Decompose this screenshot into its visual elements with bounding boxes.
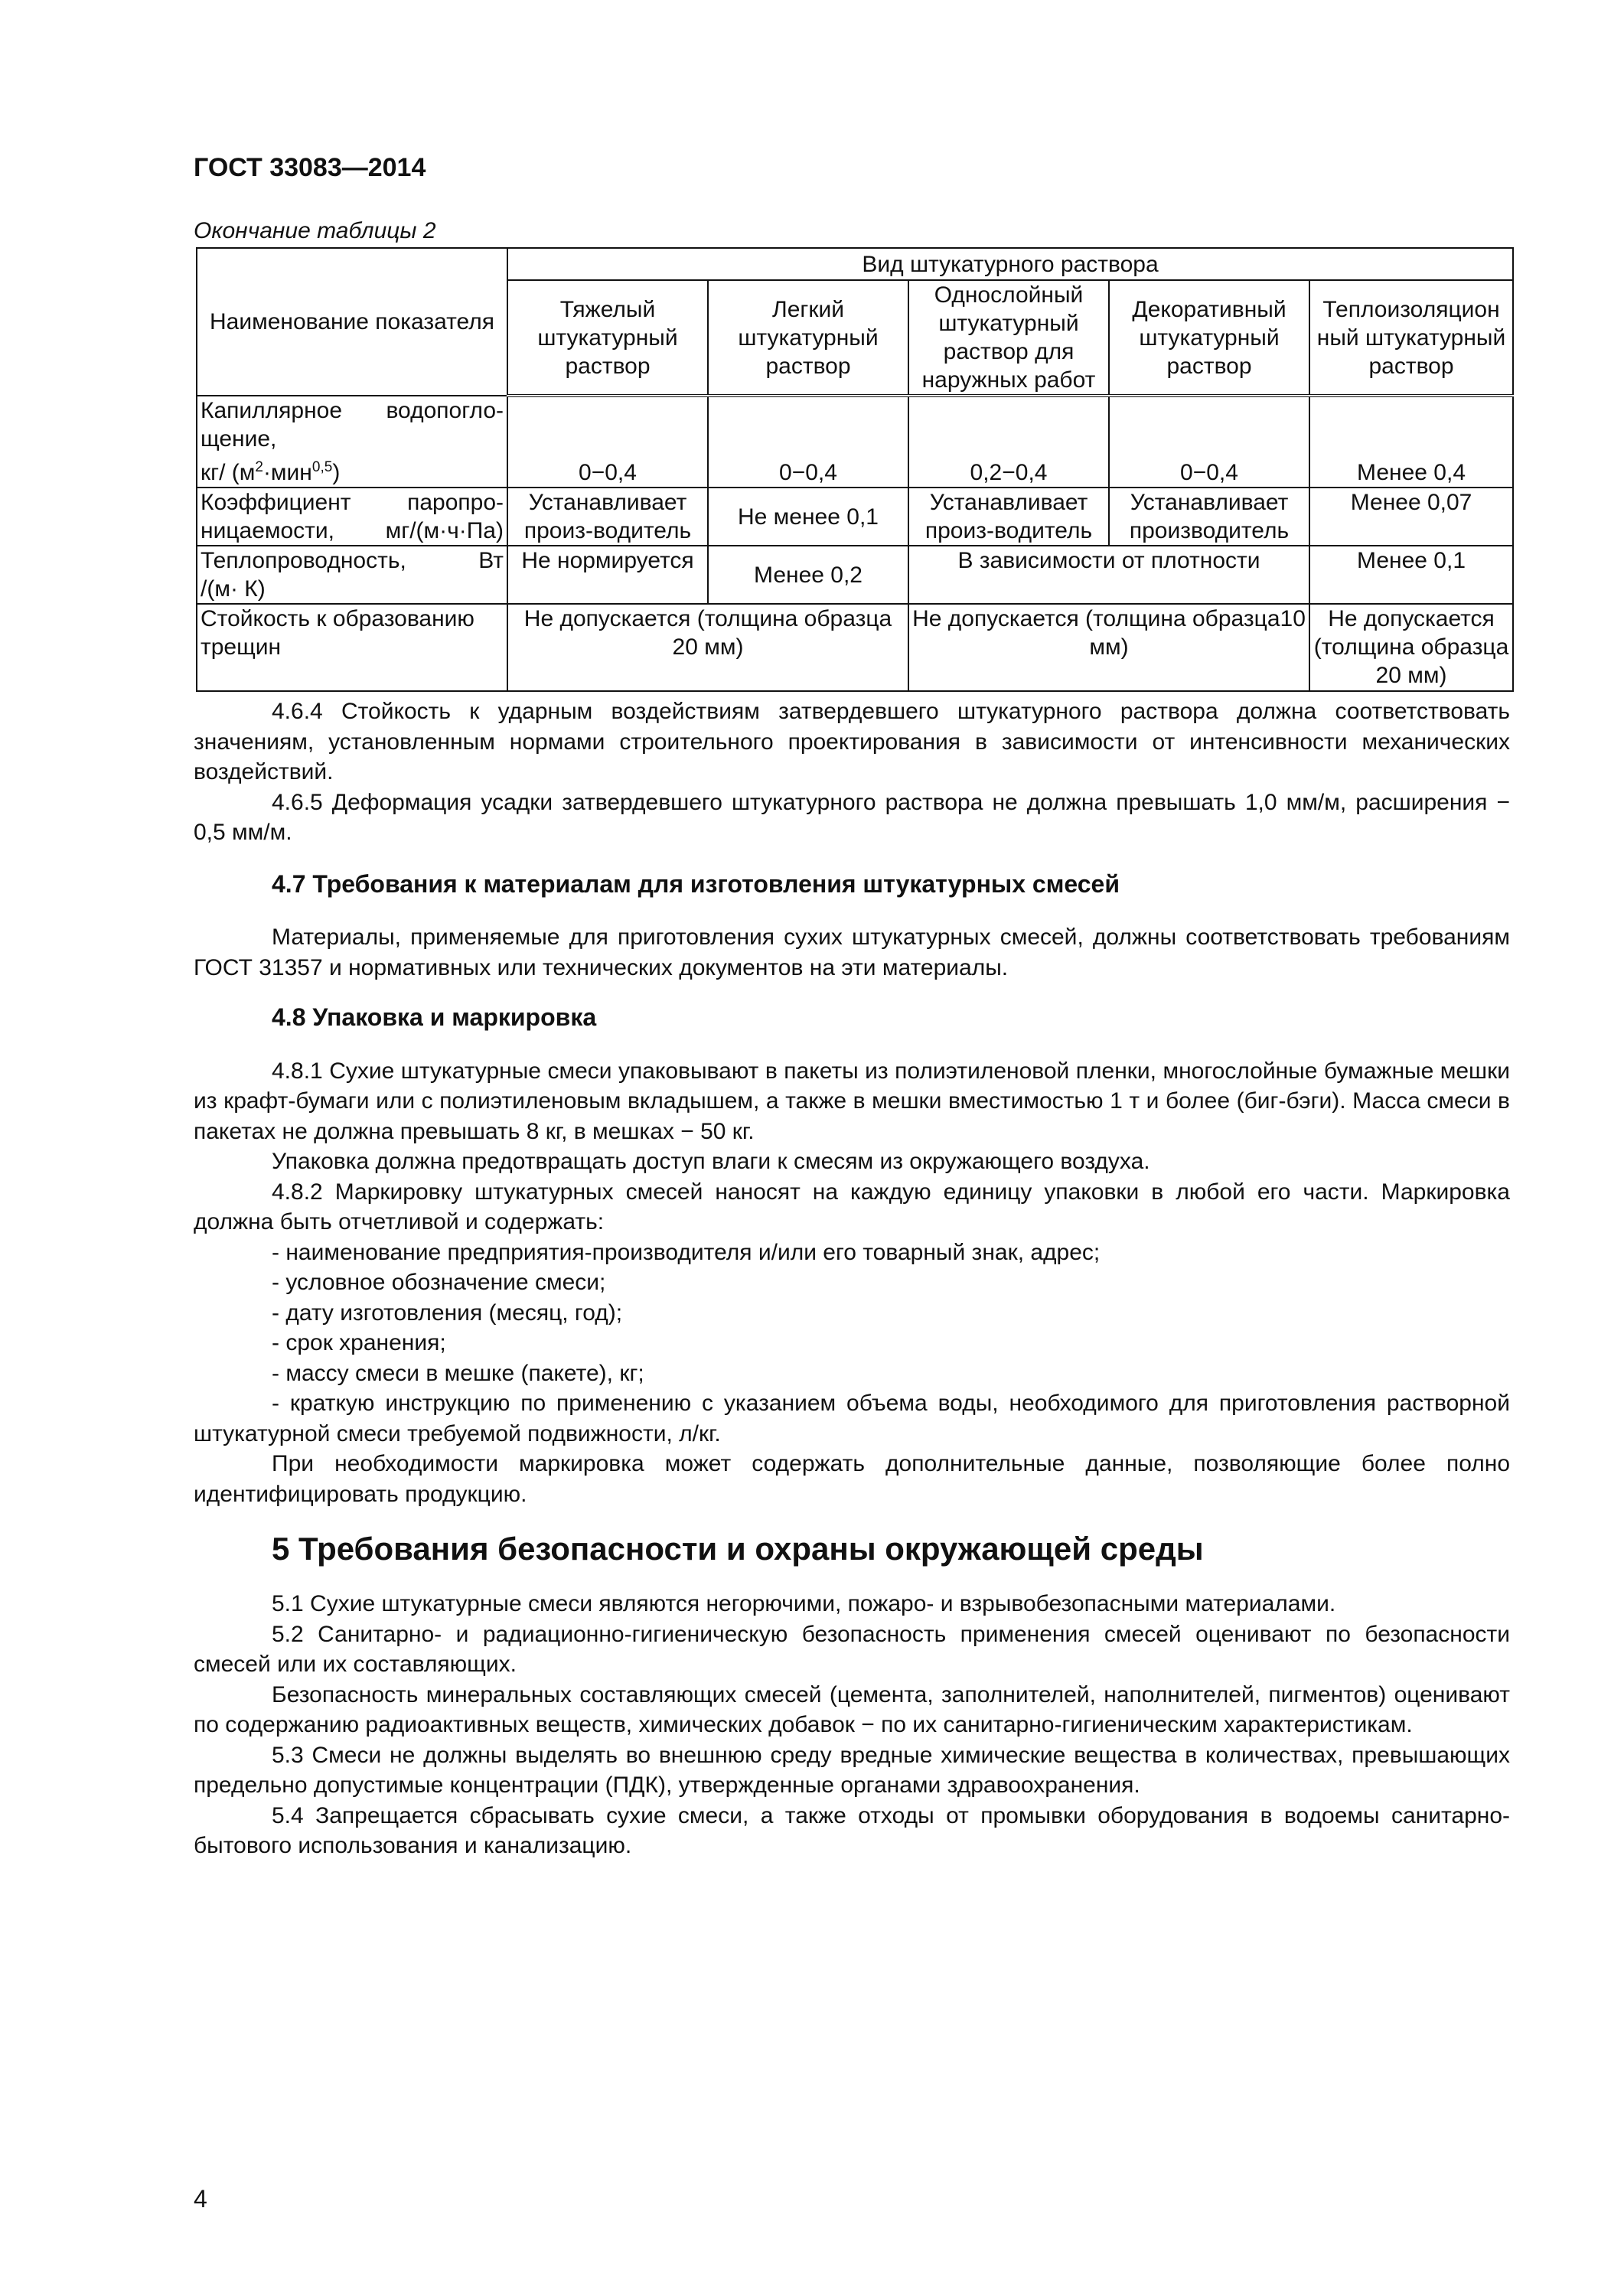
- list-item: - массу смеси в мешке (пакете), кг;: [272, 1360, 644, 1386]
- paragraph-4-6-4: 4.6.4 Стойкость к ударным воздействиям затвердевшего штукатурного раствора должна соответствовать значениям, установленным нормами строительного проектирования в зависимости от интенсивности механических воздействий.: [194, 699, 1510, 784]
- cell-value: 0−0,4: [708, 396, 908, 488]
- paragraph-4-8-2-extra: При необходимости маркировка может содержать дополнительные данные, позволяющие более полно идентифицировать продукцию.: [194, 1451, 1510, 1507]
- list-item: - краткую инструкцию по применению с указанием объема воды, необходимого для приготовления растворной штукатурной смеси требуемой подвижности, л/кг.: [194, 1391, 1510, 1446]
- paragraph-5-1: 5.1 Сухие штукатурные смеси являются негорючими, пожаро- и взрывобезопасными материалами.: [272, 1591, 1336, 1616]
- cell-value: Не нормируется: [507, 546, 708, 604]
- cell-value: 0,2−0,4: [908, 396, 1109, 488]
- header-indicator-name: Наименование показателя: [197, 248, 507, 396]
- header-heavy: Тяжелый штукатурный раствор: [507, 280, 708, 396]
- paragraph-4-8-1: 4.8.1 Сухие штукатурные смеси упаковывают в пакеты из полиэтиленовой пленки, многослойные бумажные мешки из крафт-бумаги или с полиэтиленовым вкладышем, а также в мешки вместимостью 1 т и более (биг-бэги). Масса смеси в пакетах не должна превышать 8 кг, в мешках − 50 кг.: [194, 1058, 1510, 1144]
- section-heading-5: 5 Требования безопасности и охраны окружающей среды: [272, 1531, 1204, 1567]
- list-item: - условное обозначение смеси;: [272, 1270, 606, 1295]
- paragraph-5-4: 5.4 Запрещается сбрасывать сухие смеси, а также отходы от промывки оборудования в водоемы санитарно-бытового использования и канализацию.: [194, 1802, 1510, 1858]
- list-item: - дату изготовления (месяц, год);: [272, 1300, 623, 1326]
- cell-value: Не допускается (толщина образца 20 мм): [1309, 604, 1513, 691]
- document-body: [194, 696, 1510, 1861]
- cell-value: 0−0,4: [1109, 396, 1309, 488]
- header-single-layer: Однослойный штукатурный раствор для наружных работ: [908, 280, 1109, 396]
- cell-value: Устанавливает производитель: [1109, 488, 1309, 546]
- paragraph-4-7: Материалы, применяемые для приготовления сухих штукатурных смесей, должны соответствовать требованиям ГОСТ 31357 и нормативных или технических документов на эти материалы.: [194, 925, 1510, 980]
- section-heading-4-8: 4.8 Упаковка и маркировка: [272, 1003, 597, 1031]
- cell-value: Не допускается (толщина образца 20 мм): [507, 604, 908, 691]
- cell-value: Устанавливает произ-водитель: [507, 488, 708, 546]
- table-row: [197, 488, 1513, 546]
- cell-value: Не менее 0,1: [708, 488, 908, 546]
- paragraph-5-3: 5.3 Смеси не должны выделять во внешнюю среду вредные химические вещества в количествах, превышающих предельно допустимые концентрации (ПДК), утвержденные органами здравоохранения.: [194, 1742, 1510, 1798]
- table-row: [197, 396, 1513, 488]
- document-header: ГОСТ 33083—2014: [194, 153, 426, 182]
- cell-value: В зависимости от плотности: [908, 546, 1309, 604]
- header-mortar-type: Вид штукатурного раствора: [507, 248, 1513, 280]
- table-caption: Окончание таблицы 2: [194, 218, 436, 243]
- header-insulation: Теплоизоляцион ный штукатурный раствор: [1309, 280, 1513, 396]
- paragraph-4-6-5: 4.6.5 Деформация усадки затвердевшего штукатурного раствора не должна превышать 1,0 мм/м, расширения − 0,5 мм/м.: [194, 789, 1510, 845]
- cell-value: Менее 0,1: [1309, 546, 1513, 604]
- cell-value: 0−0,4: [507, 396, 708, 488]
- cell-value: Менее 0,4: [1309, 396, 1513, 488]
- paragraph-4-8-1-packaging: Упаковка должна предотвращать доступ влаги к смесям из окружающего воздуха.: [272, 1149, 1150, 1174]
- table-header-row: [197, 248, 1513, 280]
- paragraph-5-2-minerals: Безопасность минеральных составляющих смесей (цемента, заполнителей, наполнителей, пигментов) оценивают по содержанию радиоактивных веществ, химических добавок − по их санитарно-гигиеническим характеристикам.: [194, 1681, 1510, 1737]
- properties-table: [196, 247, 1514, 692]
- paragraph-4-8-2: 4.8.2 Маркировку штукатурных смесей наносят на каждую единицу упаковки в любой его части. Маркировка должна быть отчетливой и содержать:: [194, 1179, 1510, 1234]
- list-item: - срок хранения;: [272, 1330, 446, 1355]
- row-name-thermal: Теплопроводность, Вт /(м· К): [197, 546, 507, 604]
- header-light: Легкий штукатурный раствор: [708, 280, 908, 396]
- cell-value: Менее 0,2: [708, 546, 908, 604]
- section-heading-4-7: 4.7 Требования к материалам для изготовления штукатурных смесей: [272, 869, 1120, 898]
- row-name-crack: Стойкость к образованию трещин: [197, 604, 507, 691]
- table-row: [197, 546, 1513, 604]
- page-number: 4: [194, 2185, 207, 2213]
- cell-value: Менее 0,07: [1309, 488, 1513, 546]
- list-item: - наименование предприятия-производителя и/или его товарный знак, адрес;: [272, 1239, 1101, 1265]
- row-name-vapor: Коэффициент паропро- ницаемости, мг/(м·ч·Па): [197, 488, 507, 546]
- table-row: [197, 604, 1513, 691]
- cell-value: Устанавливает произ-водитель: [908, 488, 1109, 546]
- header-decorative: Декоративный штукатурный раствор: [1109, 280, 1309, 396]
- paragraph-5-2: 5.2 Санитарно- и радиационно-гигиеническую безопасность применения смесей оценивают по безопасности смесей или их составляющих.: [194, 1621, 1510, 1677]
- row-name-capillary: Капиллярное водопогло- щение, кг/ $(м^2\cdot мин^{0,5})$: [197, 396, 507, 488]
- cell-value: Не допускается (толщина образца10 мм): [908, 604, 1309, 691]
